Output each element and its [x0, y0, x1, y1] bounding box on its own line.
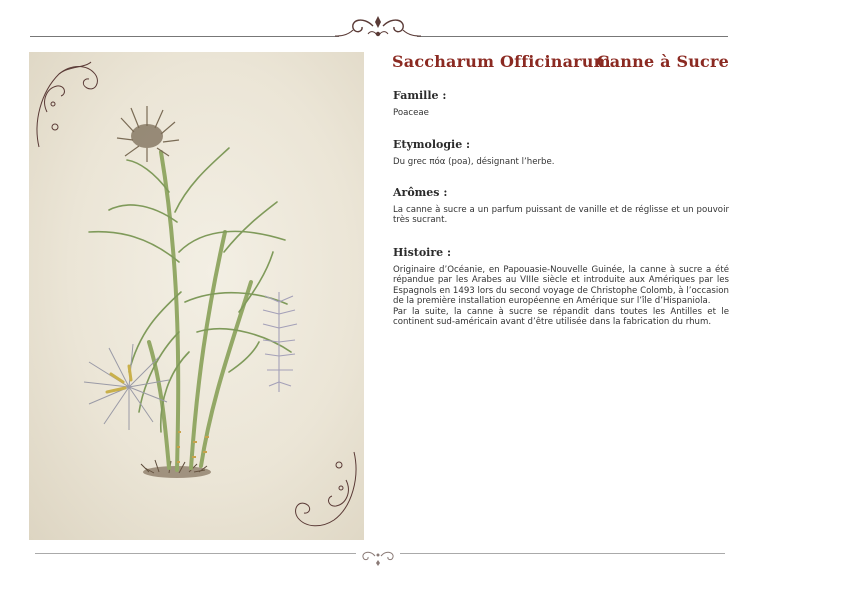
sugarcane-illustration	[29, 52, 364, 540]
section-heading: Histoire :	[393, 246, 452, 259]
section-histoire	[393, 246, 729, 327]
section-heading: Etymologie :	[393, 138, 471, 151]
latin-name-title: Saccharum Officinarum	[392, 52, 611, 71]
footer-ornament-icon	[356, 548, 400, 568]
section-text: Par la suite, la canne à sucre se répandit dans toutes les Antilles et le continent sud-américain avant d’être utilisée dans la fabrication du rhum.	[393, 306, 729, 328]
section-heading: Arômes :	[393, 186, 448, 199]
header-ornament-icon	[333, 12, 423, 42]
section-etymologie	[393, 138, 729, 167]
sugarcane-botanical-icon	[29, 52, 364, 540]
section-heading: Famille :	[393, 89, 447, 102]
section-text: Poaceae	[393, 108, 429, 118]
section-aromes	[393, 186, 729, 226]
common-name-title: Canne à Sucre	[596, 52, 729, 71]
section-text: La canne à sucre a un parfum puissant de vanille et de réglisse et un pouvoir très sucrant.	[393, 205, 729, 226]
section-text: Originaire d’Océanie, en Papouasie-Nouvelle Guinée, la canne à sucre a été répandue par les Arabes au VIIIe siècle et introduite aux Amériques par les Espagnols en 1493 lors du second voyage de Christophe Colomb, à l’occasion de la première installation européenne en Amérique sur l’île d’Hispaniola.	[393, 265, 729, 307]
section-famille	[393, 89, 729, 118]
section-text: Du grec πόα (poa), désignant l’herbe.	[393, 157, 555, 167]
